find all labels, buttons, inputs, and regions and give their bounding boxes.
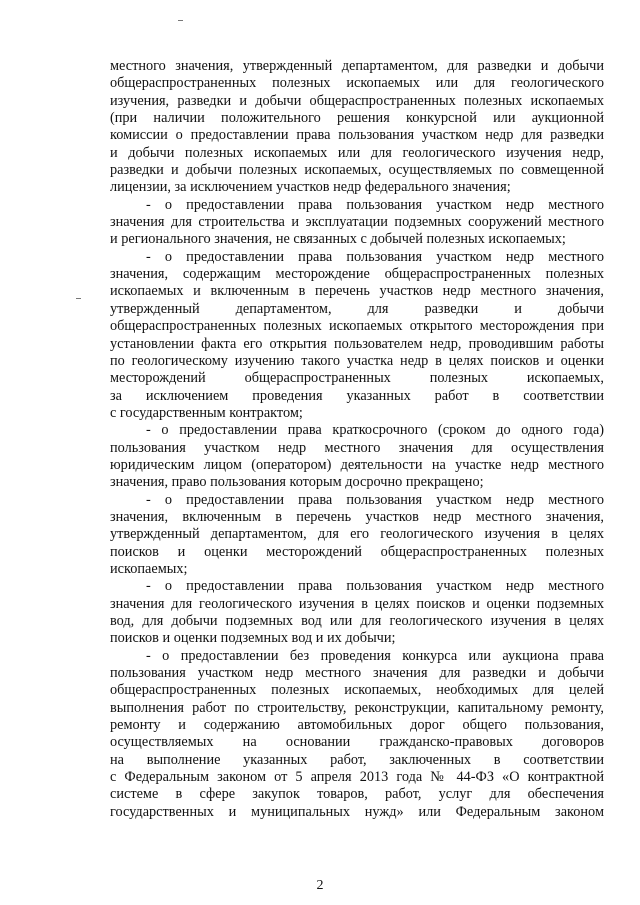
text-line: значения, включенным в перечень участков недр местного значения, [110,508,604,525]
document-body-text [110,58,604,821]
text-line: вод, для добычи подземных вод или для геологического изучения в целях [110,613,604,629]
text-line: утвержденный департаментом, для разведки и добычи [110,300,604,317]
text-line: (при наличии положительного решения конкурсной или аукционной [110,110,604,127]
text-line: выполнения работ по строительству, реконструкции, капитальному ремонту, [110,699,604,716]
text-line: значения, содержащим месторождение общераспространенных полезных [110,266,604,283]
text-line: общераспространенных полезных ископаемых, необходимых для целей [110,682,604,699]
text-line: утвержденный департаментом, для его геологического изучения в целях [110,526,604,543]
text-line: общераспространенных полезных ископаемых или для геологического [110,75,604,92]
text-line: юридическим лицом (оператором) деятельности на участке недр местного [110,456,604,473]
text-line: - о предоставлении права краткосрочного (сроком до одного года) [146,422,604,439]
text-line: государственных и муниципальных нужд» или Федеральным законом [110,803,604,820]
text-line: местного значения, утвержденный департаментом, для разведки и добычи [110,58,604,74]
text-line: поисков и оценки подземных вод и их добычи; [110,630,396,647]
text-line: пользования участком недр местного значения для разведки и добычи [110,665,604,682]
text-line: изучения, разведки и добычи общераспространенных полезных ископаемых [110,92,604,109]
text-line: - о предоставлении права пользования участком недр местного [146,578,604,595]
text-line: по геологическому изучению такого участка недр в целях поисков и оценки [110,352,604,369]
text-line: - о предоставлении права пользования участком недр местного [146,248,604,265]
text-line: на выполнение указанных работ, заключенных в соответствии [110,751,604,768]
text-line: месторождений общераспространенных полезных ископаемых, [110,370,604,387]
text-line: - о предоставлении без проведения конкурса или аукциона права [146,647,604,664]
text-line: лицензии, за исключением участков недр федерального значения; [110,179,511,196]
text-line: осуществляемых на основании гражданско-правовых договоров [110,734,604,751]
text-line: - о предоставлении права пользования участком недр местного [146,196,604,213]
text-line: значения для геологического изучения в целях поисков и оценки подземных [110,595,604,612]
text-line: с Федеральным законом от 5 апреля 2013 года № 44-ФЗ «О контрактной [110,769,604,786]
text-line: разведки и добычи полезных ископаемых, осуществляемых по совмещенной [110,162,604,179]
text-line: общераспространенных полезных ископаемых открытого месторождения при [110,318,604,335]
text-line: комиссии о предоставлении права пользования участком недр для разведки [110,127,604,144]
text-line: системе в сфере закупок товаров, работ, услуг для обеспечения [110,786,604,803]
text-line: ископаемых и включенным в перечень участков недр местного значения, [110,283,604,300]
text-line: - о предоставлении права пользования участком недр местного [146,491,604,508]
text-line: поисков и оценки месторождений общераспространенных полезных [110,543,604,560]
text-line: значения, право пользования которым досрочно прекращено; [110,474,484,491]
text-line: и регионального значения, не связанных с добычей полезных ископаемых; [110,231,566,248]
text-line: за исключением проведения указанных работ в соответствии [110,387,604,404]
text-line: пользования участком недр местного значения для осуществления [110,439,604,456]
scan-artifact [178,20,183,21]
text-line: ремонту и содержанию автомобильных дорог общего пользования, [110,717,604,734]
page-number: 2 [316,878,324,893]
text-line: с государственным контрактом; [110,404,303,421]
text-line: установлении факта его открытия пользователем недр, проводившим работы [110,335,604,352]
text-line: значения для строительства и эксплуатации подземных сооружений местного [110,214,604,231]
scan-artifact [76,298,81,299]
text-line: ископаемых; [110,560,188,577]
text-line: и добычи полезных ископаемых или для геологического изучения недр, [110,144,604,161]
